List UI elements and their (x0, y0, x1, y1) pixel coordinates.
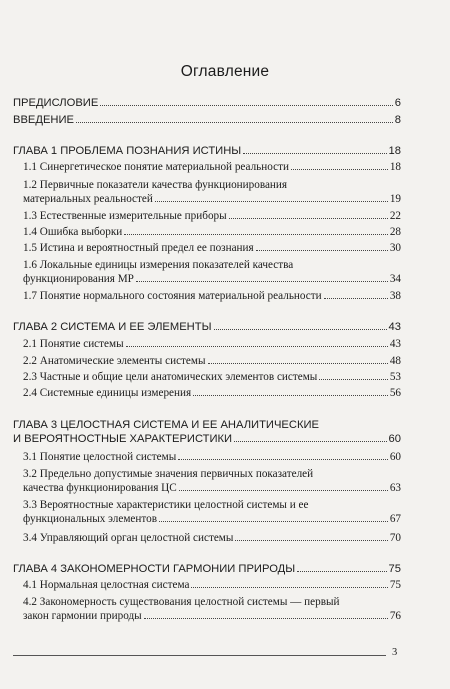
toc-entry-page: 8 (394, 114, 401, 126)
toc-chapter-1[interactable] (13, 144, 401, 158)
dot-leader (144, 618, 388, 619)
dot-leader (297, 571, 386, 572)
dot-leader (100, 105, 392, 106)
dot-leader (155, 201, 388, 202)
toc-entry-title-line1: ГЛАВА 3 ЦЕЛОСТНАЯ СИСТЕМА И ЕЕ АНАЛИТИЧЕСКИЕ (13, 419, 319, 431)
dot-leader (178, 459, 388, 460)
toc-entry-title: ГЛАВА 1 ПРОБЛЕМА ПОЗНАНИЯ ИСТИНЫ (13, 145, 242, 157)
toc-entry-page: 75 (389, 579, 401, 591)
toc-section-4-2[interactable] (13, 595, 401, 624)
page-number: 3 (392, 647, 398, 658)
toc-entry-title: И ВЕРОЯТНОСТНЫЕ ХАРАКТЕРИСТИКИ (13, 433, 233, 446)
dot-leader (191, 587, 387, 588)
toc-entry-page: 19 (389, 193, 401, 206)
toc-section-3-2[interactable] (13, 467, 401, 496)
dot-leader (324, 298, 388, 299)
dot-leader (193, 395, 388, 396)
toc-entry-title: 2.4 Системные единицы измерения (23, 387, 192, 399)
toc-entry-page: 22 (389, 210, 401, 222)
toc-entry-page: 30 (389, 242, 401, 254)
page-title: Оглавление (180, 63, 270, 80)
toc-chapter-3[interactable] (13, 418, 401, 447)
dot-leader (159, 521, 388, 522)
toc-section-2-3[interactable] (13, 370, 401, 384)
toc-entry-preface[interactable] (13, 96, 401, 110)
toc-entry-title-line1: 4.2 Закономерность существования целостной системы — первый (23, 596, 340, 608)
dot-leader (256, 250, 388, 251)
toc-section-1-1[interactable] (13, 160, 401, 174)
toc-entry-page: 60 (388, 433, 401, 446)
toc-entry-page: 43 (389, 338, 401, 350)
dot-leader (235, 540, 387, 541)
toc-entry-title: 3.4 Управляющий орган целостной системы (23, 532, 234, 544)
toc-section-4-1[interactable] (13, 578, 401, 592)
toc-entry-title: 1.7 Понятие нормального состояния материальной реальности (23, 290, 322, 302)
toc-entry-page: 56 (389, 387, 401, 399)
toc-section-2-4[interactable] (13, 386, 401, 400)
toc-entry-title-line1: 1.2 Первичные показатели качества функционирования (23, 179, 288, 191)
toc-entry-page: 76 (389, 610, 401, 623)
toc-entry-page: 18 (388, 145, 401, 157)
dot-leader (243, 153, 386, 154)
dot-leader (179, 490, 388, 491)
toc-entry-title: 1.1 Синергетическое понятие материальной реальности (23, 161, 289, 173)
toc-section-1-3[interactable] (13, 209, 401, 223)
dot-leader (136, 281, 388, 282)
toc-entry-title: ГЛАВА 2 СИСТЕМА И ЕЕ ЭЛЕМЕНТЫ (13, 321, 212, 333)
toc-entry-page: 75 (388, 563, 401, 575)
toc-entry-title-line1: 3.3 Вероятностные характеристики целостной системы и ее (23, 499, 309, 511)
toc-entry-title: функциональных элементов (23, 513, 157, 526)
toc-entry-introduction[interactable] (13, 113, 401, 127)
dot-leader (208, 363, 388, 364)
toc-section-2-2[interactable] (13, 354, 401, 368)
toc-chapter-4[interactable] (13, 562, 401, 576)
toc-entry-page: 48 (389, 355, 401, 367)
toc-entry-page: 6 (394, 97, 401, 109)
toc-entry-page: 63 (389, 482, 401, 495)
toc-entry-title: ГЛАВА 4 ЗАКОНОМЕРНОСТИ ГАРМОНИИ ПРИРОДЫ (13, 563, 296, 575)
toc-entry-title: ПРЕДИСЛОВИЕ (13, 97, 99, 109)
toc-entry-title: 1.3 Естественные измерительные приборы (23, 210, 227, 222)
toc-entry-title: материальных реальностей (23, 193, 153, 206)
toc-section-3-3[interactable] (13, 498, 401, 527)
toc-entry-title: 3.1 Понятие целостной системы (23, 451, 177, 463)
toc-entry-page: 70 (389, 532, 401, 544)
toc-entry-title: качества функционирования ЦС (23, 482, 177, 495)
dot-leader (126, 346, 388, 347)
dot-leader (291, 169, 388, 170)
toc-entry-title: 2.3 Частные и общие цели анатомических элементов системы (23, 371, 318, 383)
toc-entry-title: 1.5 Истина и вероятностный предел ее познания (23, 242, 254, 254)
toc-section-3-4[interactable] (13, 531, 401, 545)
toc-section-3-1[interactable] (13, 450, 401, 464)
toc-section-2-1[interactable] (13, 337, 401, 351)
toc-entry-page: 60 (389, 451, 401, 463)
toc-entry-page: 43 (388, 321, 401, 333)
toc-entry-title: закон гармонии природы (23, 610, 142, 623)
toc-entry-page: 53 (389, 371, 401, 383)
toc-entry-page: 38 (389, 290, 401, 302)
toc-section-1-2[interactable] (13, 178, 401, 207)
toc-entry-title: функционирования МР (23, 273, 134, 286)
toc-section-1-5[interactable] (13, 241, 401, 255)
toc-entry-title: 2.1 Понятие системы (23, 338, 124, 350)
dot-leader (214, 329, 387, 330)
toc-entry-page: 28 (389, 226, 401, 238)
toc-section-1-4[interactable] (13, 225, 401, 239)
dot-leader (76, 122, 393, 123)
dot-leader (229, 218, 388, 219)
toc-entry-title-line1: 3.2 Предельно допустимые значения первичных показателей (23, 468, 314, 480)
toc-entry-title: 2.2 Анатомические элементы системы (23, 355, 206, 367)
toc-section-1-6[interactable] (13, 258, 401, 287)
toc-entry-page: 67 (389, 513, 401, 526)
toc-entry-title-line1: 1.6 Локальные единицы измерения показателей качества (23, 259, 294, 271)
toc-chapter-2[interactable] (13, 320, 401, 334)
dot-leader (234, 441, 386, 442)
toc-entry-page: 34 (389, 273, 401, 286)
footer-rule (13, 655, 386, 656)
toc-entry-title: ВВЕДЕНИЕ (13, 114, 75, 126)
toc-entry-title: 4.1 Нормальная целостная система (23, 579, 190, 591)
dot-leader (319, 379, 387, 380)
dot-leader (124, 234, 388, 235)
toc-entry-title: 1.4 Ошибка выборки (23, 226, 123, 238)
toc-entry-page: 18 (389, 161, 401, 173)
toc-section-1-7[interactable] (13, 289, 401, 303)
